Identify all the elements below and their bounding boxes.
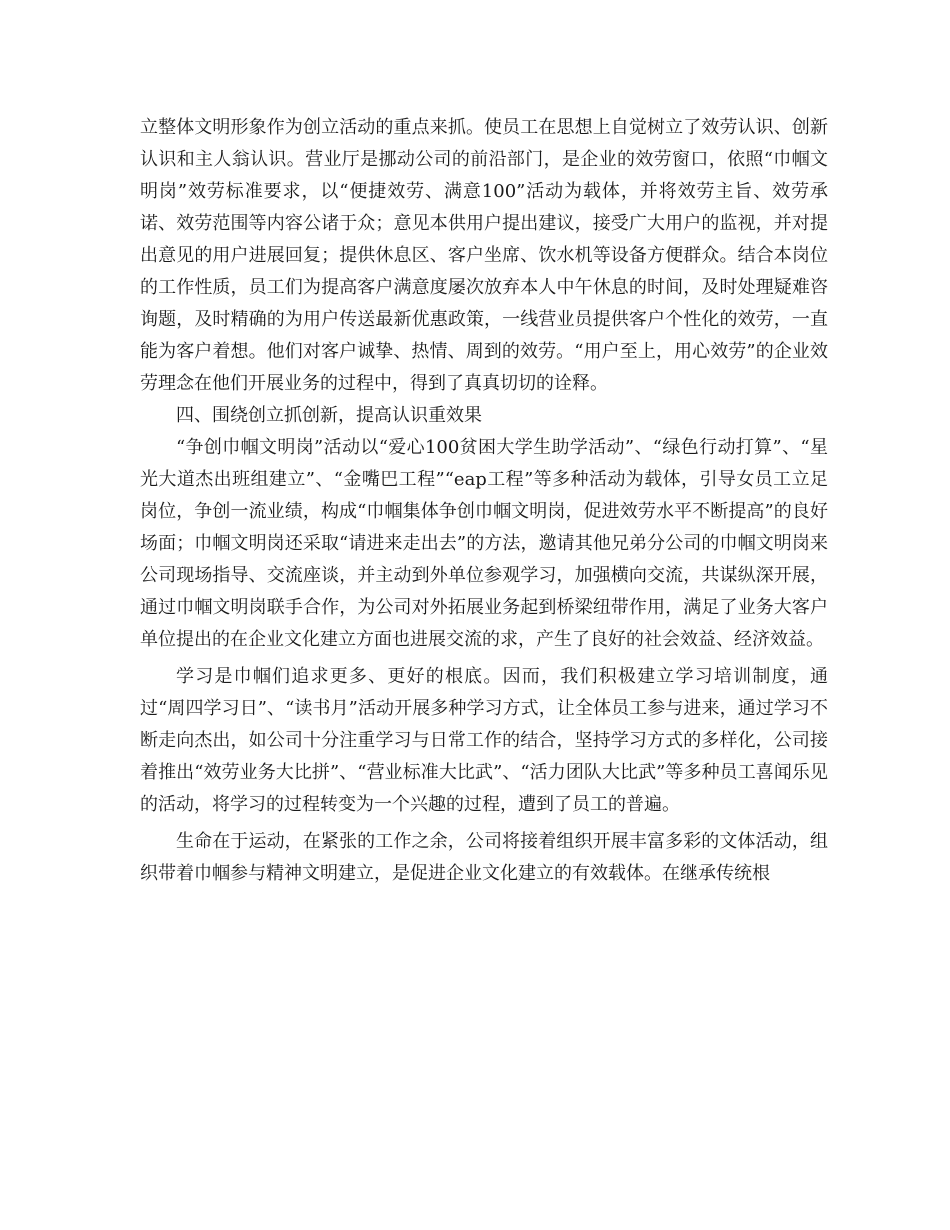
paragraph-sports: 生命在于运动，在紧张的工作之余，公司将接着组织开展丰富多彩的文体活动，组织带着巾帼参与精神文明建立，是促进企业文化建立的有效载体。在继承传统根 <box>140 831 828 884</box>
paragraph-service-window: 立整体文明形象作为创立活动的重点来抓。使员工在思想上自觉树立了效劳认识、创新认识和主人翁认识。营业厅是挪动公司的前沿部门，是企业的效劳窗口，依照“巾帼文明岗”效劳标准要求，以“便捷效劳、满意100”活动为载体，并将效劳主旨、效劳承诺、效劳范围等内容公诸于众；意见本供用户提出建议，接受广大用户的监视，并对提出意见的用户进展回复；提供休息区、客户坐席、饮水机等设备方便群众。结合本岗位的工作性质，员工们为提高客户满意度屡次放弃本人中午休息的时间，及时处理疑难咨询题，及时精确的为用户传送最新优惠政策，一线营业员提供客户个性化的效劳，一直能为客户着想。他们对客户诚挚、热情、周到的效劳。“用户至上，用心效劳”的企业效劳理念在他们开展业务的过程中，得到了真真切切的诠释。 <box>140 117 828 394</box>
paragraph-learning: 学习是巾帼们追求更多、更好的根底。因而，我们积极建立学习培训制度，通过“周四学习日”、“读书月”活动开展多种学习方式，让全体员工参与进来，通过学习不断走向杰出，如公司十分注重学习与日常工作的结合，坚持学习方式的多样化，公司接着推出“效劳业务大比拼”、“营业标准大比武”、“活力团队大比武”等多种员工喜闻乐见的活动，将学习的过程转变为一个兴趣的过程，遭到了员工的普遍。 <box>140 666 828 815</box>
document-body <box>140 112 828 890</box>
paragraph-activities: “争创巾帼文明岗”活动以“爱心100贫困大学生助学活动”、“绿色行动打算”、“星光大道杰出班组建立”、“金嘴巴工程”“eap工程”等多种活动为载体，引导女员工立足岗位，争创一流业绩，构成“巾帼集体争创巾帼文明岗，促进效劳水平不断提高”的良好场面；巾帼文明岗还采取“请进来走出去”的方法，邀请其他兄弟分公司的巾帼文明岗来公司现场指导、交流座谈，并主动到外单位参观学习，加强横向交流，共谋纵深开展，通过巾帼文明岗联手合作，为公司对外拓展业务起到桥梁纽带作用，满足了业务大客户单位提出的在企业文化建立方面也进展交流的求，产生了良好的社会效益、经济效益。 <box>140 437 828 650</box>
section-heading-four: 四、围绕创立抓创新，提高认识重效果 <box>176 405 482 426</box>
